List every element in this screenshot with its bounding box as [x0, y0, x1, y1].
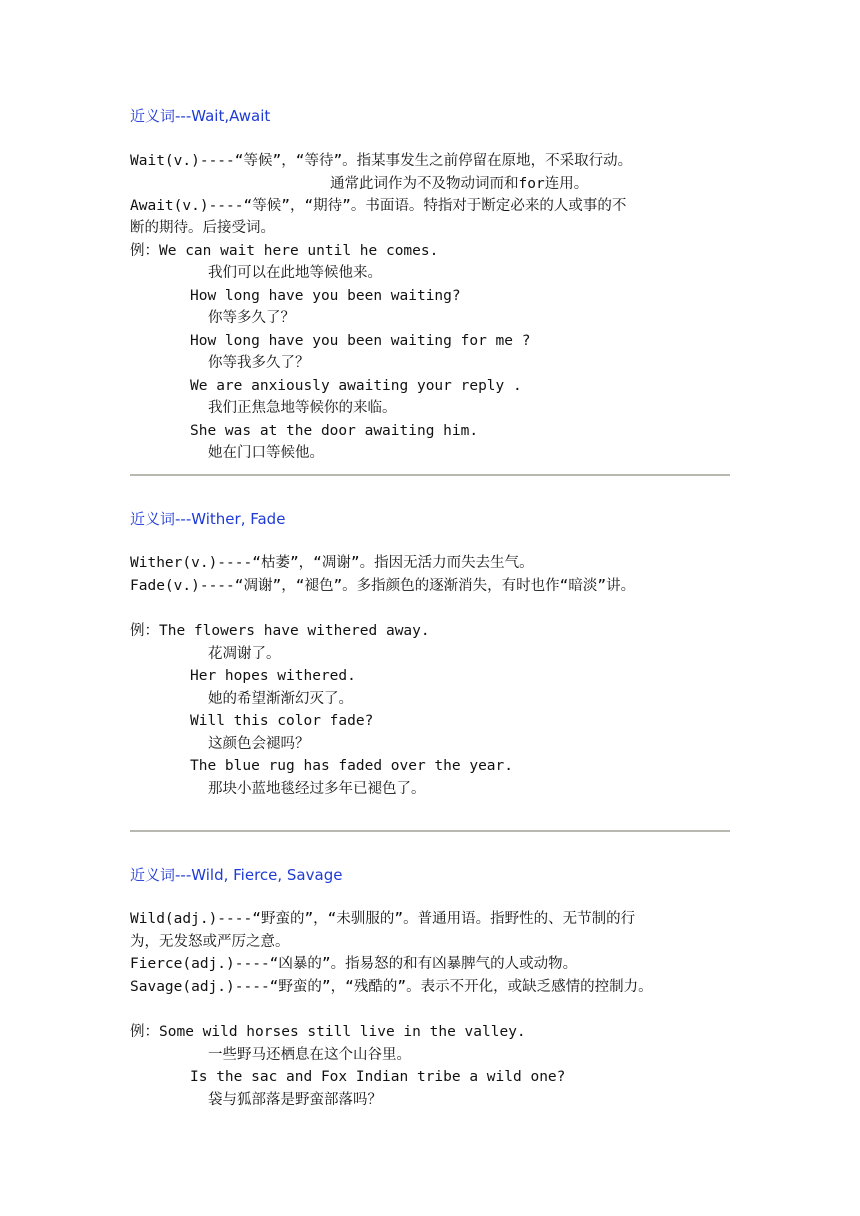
example-line: How long have you been waiting? [190, 288, 461, 304]
definition-line: Fade(v.)----“凋谢”，“褪色”。多指颜色的逐渐消失，有时也作“暗淡”讲。 [130, 578, 636, 594]
translation-line: 这颜色会褪吗？ [208, 736, 310, 752]
section-heading: 近义词---Wither, Fade [130, 510, 286, 528]
example-line: 例：Some wild horses still live in the valley. [130, 1024, 526, 1040]
translation-line: 你等我多久了？ [208, 355, 310, 371]
definition-line: 断的期待。后接受词。 [130, 220, 275, 236]
definition-line: Wither(v.)----“枯萎”，“凋谢”。指因无活力而失去生气。 [130, 555, 534, 571]
translation-line: 袋与狐部落是野蛮部落吗？ [208, 1092, 382, 1108]
example-line: Is the sac and Fox Indian tribe a wild one? [190, 1069, 566, 1085]
example-line: The blue rug has faded over the year. [190, 758, 514, 774]
definition-line: 为，无发怒或严厉之意。 [130, 934, 290, 950]
translation-line: 我们正焦急地等候你的来临。 [208, 400, 397, 416]
section-divider [130, 830, 730, 832]
translation-line: 她的希望渐渐幻灭了。 [208, 691, 353, 707]
definition-line: 通常此词作为不及物动词而和for连用。 [330, 176, 589, 192]
translation-line: 那块小蓝地毯经过多年已褪色了。 [208, 781, 426, 797]
example-line: How long have you been waiting for me ? [190, 333, 531, 349]
translation-line: 你等多久了？ [208, 310, 295, 326]
definition-line: Wait(v.)----“等候”，“等待”。指某事发生之前停留在原地，不采取行动。 [130, 153, 633, 169]
definition-line: Wild(adj.)----“野蛮的”，“未驯服的”。普通用语。指野性的、无节制的行 [130, 911, 636, 927]
example-line: 例：The flowers have withered away. [130, 623, 430, 639]
definition-line: Fierce(adj.)----“凶暴的”。指易怒的和有凶暴脾气的人或动物。 [130, 956, 578, 972]
example-line: We are anxiously awaiting your reply . [190, 378, 522, 394]
definition-line: Savage(adj.)----“野蛮的”，“残酷的”。表示不开化，或缺乏感情的控制力。 [130, 979, 653, 995]
translation-line: 一些野马还栖息在这个山谷里。 [208, 1047, 411, 1063]
definition-line: Await(v.)----“等候”，“期待”。书面语。特指对于断定必来的人或事的不 [130, 198, 627, 214]
section-heading: 近义词---Wild, Fierce, Savage [130, 866, 343, 884]
example-line: She was at the door awaiting him. [190, 423, 479, 439]
translation-line: 我们可以在此地等候他来。 [208, 265, 382, 281]
translation-line: 花凋谢了。 [208, 646, 281, 662]
translation-line: 她在门口等候他。 [208, 445, 324, 461]
section-divider [130, 474, 730, 476]
example-line: Will this color fade? [190, 713, 374, 729]
section-heading: 近义词---Wait,Await [130, 107, 271, 125]
example-line: Her hopes withered. [190, 668, 356, 684]
example-line: 例：We can wait here until he comes. [130, 243, 439, 259]
